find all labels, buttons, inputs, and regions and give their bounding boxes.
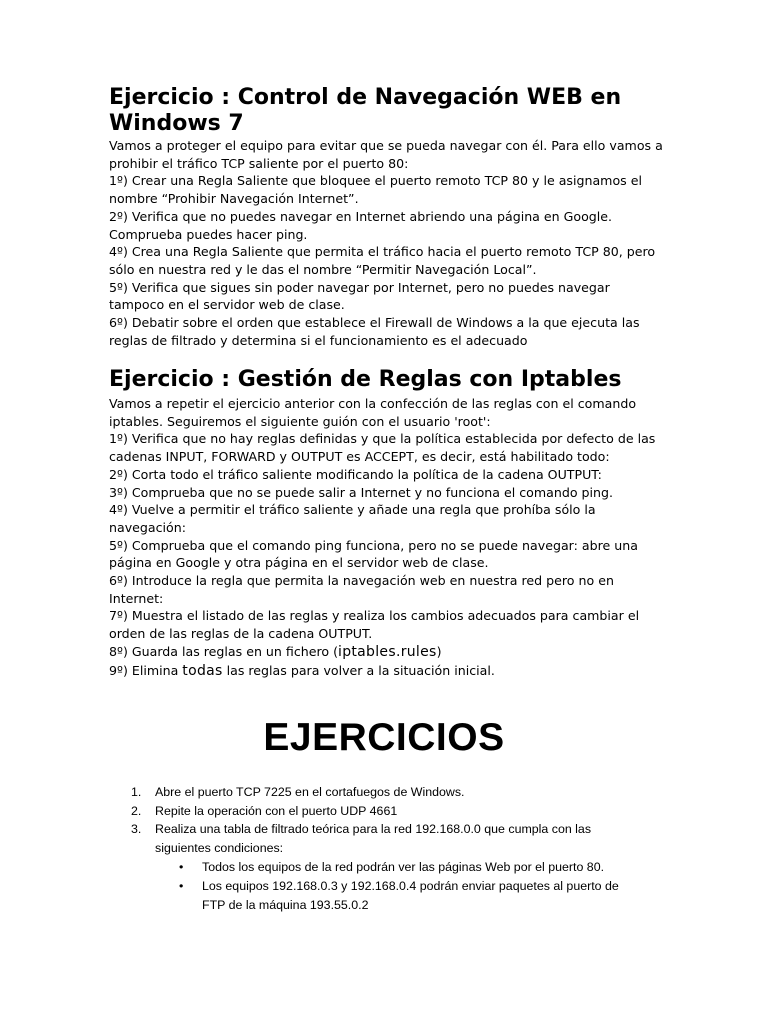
bullet-text: FTP de la máquina 193.55.0.2 [202, 897, 369, 912]
text-line: prohibir el tráfico TCP saliente por el puerto 80: [109, 155, 409, 171]
section1-body [109, 137, 669, 349]
text-line: navegación: [109, 519, 186, 535]
ejercicios-title: EJERCICIOS [263, 716, 505, 759]
text-line: cadenas INPUT, FORWARD y OUTPUT es ACCEPT, es decir, está habilitado todo: [109, 449, 610, 465]
text-line: 6º) Introduce la regla que permita la navegación web en nuestra red pero no en [109, 573, 614, 589]
text-line: 3º) Comprueba que no se puede salir a Internet y no funciona el comando ping. [109, 484, 614, 500]
bullet-item-continuation [109, 896, 669, 915]
line9-prefix: 9º) Elimina [109, 662, 183, 678]
line8-suffix: ) [436, 643, 442, 659]
text-line: página en Google y otra página en el servidor web de clase. [109, 555, 489, 571]
text-line: reglas de filtrado y determina si el funcionamiento es el adecuado [109, 332, 528, 348]
bullet-text: Todos los equipos de la red podrán ver las páginas Web por el puerto 80. [202, 860, 605, 875]
list-text: Abre el puerto TCP 7225 en el cortafuegos de Windows. [155, 785, 465, 799]
text-line: Vamos a proteger el equipo para evitar que se pueda navegar con él. Para ello vamos a [109, 138, 663, 153]
section2-title: Ejercicio : Gestión de Reglas con Iptables [109, 367, 622, 392]
list-text: siguientes condiciones: [155, 840, 284, 855]
text-line: 1º) Crear una Regla Saliente que bloquee el puerto remoto TCP 80 y le asignamos el [109, 173, 642, 189]
text-line: 1º) Verifica que no hay reglas definidas y que la política establecida por defecto de las [109, 431, 656, 447]
text-line: 2º) Verifica que no puedes navegar en Internet abriendo una página en Google. [109, 208, 613, 224]
bullet-item [109, 877, 669, 896]
list-number: 1. [131, 785, 142, 799]
iptables-rules-filename: iptables.rules [338, 643, 437, 660]
line9-suffix: las reglas para volver a la situación inicial. [222, 662, 495, 678]
text-line: orden de las reglas de la cadena OUTPUT. [109, 626, 373, 642]
list-text: Realiza una tabla de filtrado teórica para la red 192.168.0.0 que cumpla con las [155, 822, 592, 837]
text-line: iptables. Seguiremos el siguiente guión con el usuario 'root': [109, 413, 491, 429]
text-line: Comprueba puedes hacer ping. [109, 226, 308, 242]
text-line: 4º) Crea una Regla Saliente que permita el tráfico hacia el puerto remoto TCP 80, pero [109, 244, 656, 260]
todas-word: todas [182, 662, 223, 679]
list-item [109, 820, 669, 839]
bullet-text: Los equipos 192.168.0.3 y 192.168.0.4 podrán enviar paquetes al puerto de [202, 878, 619, 893]
line8-prefix: 8º) Guarda las reglas en un fichero ( [109, 643, 339, 659]
text-line: Internet: [109, 590, 164, 606]
text-line: nombre “Prohibir Navegación Internet”. [109, 191, 359, 207]
list-item [109, 783, 669, 802]
bullet-item [109, 858, 669, 877]
list-text: Repite la operación con el puerto UDP 4661 [155, 803, 398, 818]
text-line: 6º) Debatir sobre el orden que establece el Firewall de Windows a la que ejecuta las [109, 315, 640, 331]
list-number: 3. [131, 822, 142, 837]
text-line: tampoco en el servidor web de clase. [109, 297, 345, 313]
section2-body [109, 395, 669, 680]
text-line-8 [109, 643, 669, 662]
text-line: 2º) Corta todo el tráfico saliente modificando la política de la cadena OUTPUT: [109, 466, 602, 482]
text-line: 5º) Verifica que sigues sin poder navegar por Internet, pero no puedes navegar [109, 279, 610, 295]
section1-title-line1: Ejercicio : Control de Navegación WEB en [109, 85, 622, 110]
text-line: sólo en nuestra red y le das el nombre “Permitir Navegación Local”. [109, 261, 537, 277]
list-number: 2. [131, 803, 142, 818]
ejercicios-list [109, 783, 669, 914]
text-line: 7º) Muestra el listado de las reglas y realiza los cambios adecuados para cambiar el [109, 608, 640, 624]
list-item-continuation [109, 839, 669, 858]
text-line: Vamos a repetir el ejercicio anterior con la confección de las reglas con el comando [109, 396, 637, 411]
bullet-icon: • [179, 878, 184, 893]
bullet-icon: • [179, 860, 184, 875]
list-item [109, 802, 669, 821]
text-line: 4º) Vuelve a permitir el tráfico saliente y añade una regla que prohíba sólo la [109, 502, 596, 518]
section1-title-line2: Windows 7 [109, 111, 244, 136]
text-line-9 [109, 662, 669, 681]
text-line: 5º) Comprueba que el comando ping funciona, pero no se puede navegar: abre una [109, 537, 638, 553]
